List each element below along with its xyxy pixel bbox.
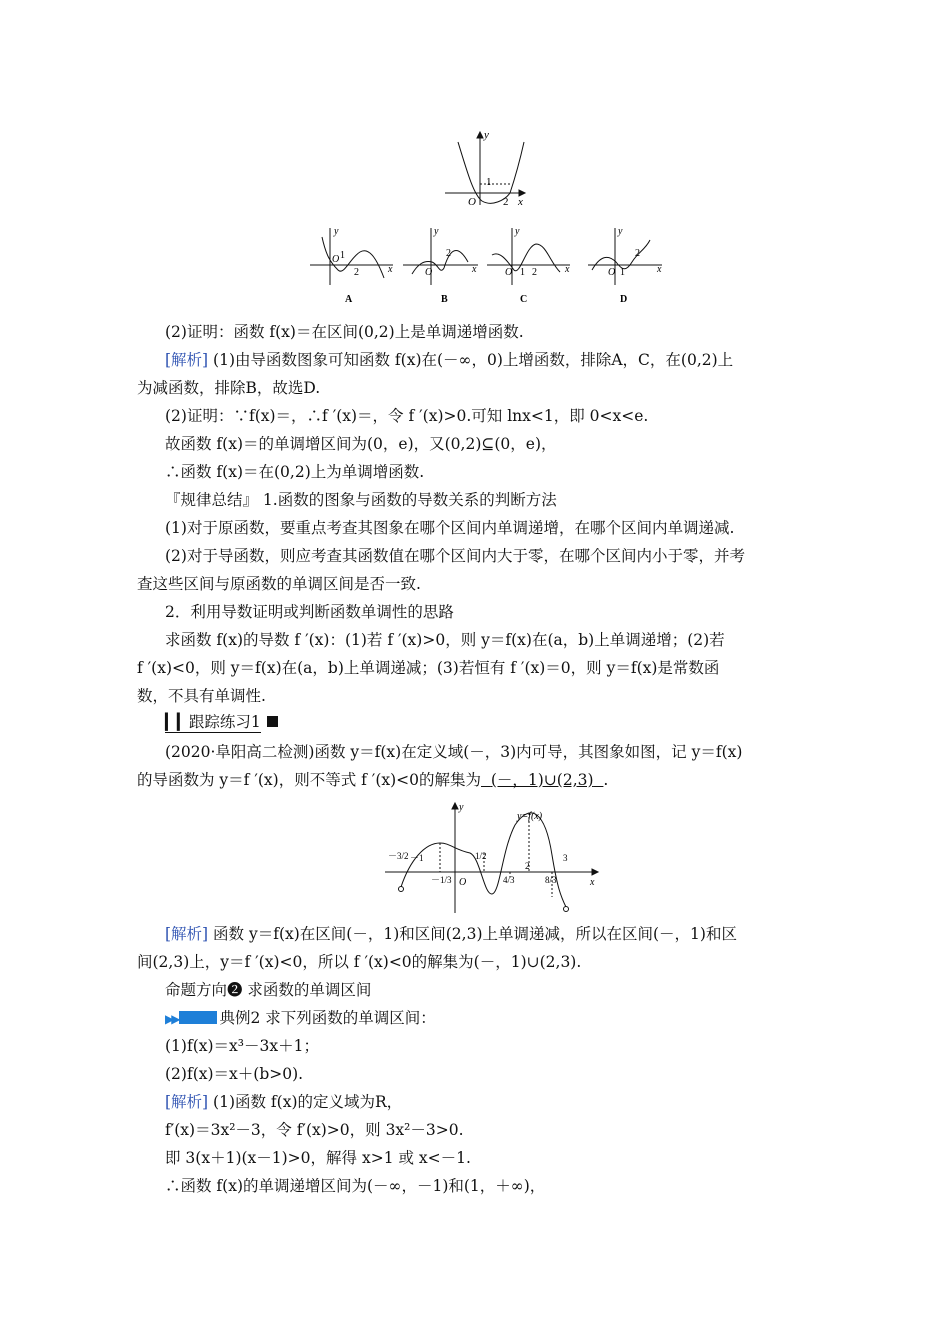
text-line-22: (1)f(x)＝x³－3x＋1；: [165, 1037, 319, 1055]
graph-y-label: y: [484, 129, 489, 141]
text-line-4: (2)证明：∵f(x)＝，∴f ′(x)＝，令 f ′(x)>0.可知 lnx<1，即 0<x<e.: [165, 407, 649, 425]
option-a-graph: [310, 228, 393, 285]
answer-blank: (－，1)∪(2,3): [490, 771, 594, 789]
curve-origin: O: [459, 877, 467, 888]
text-line-17: 的导函数为 y＝f ′(x)，则不等式 f ′(x)<0的解集为 (－，1)∪(2,3) .: [137, 771, 609, 789]
option-a-label: A: [345, 294, 353, 305]
tick-neg-three-halves: －3/2: [388, 851, 409, 861]
curve-y-axis-label: y: [459, 802, 464, 813]
text-line-13: f ′(x)<0，则 y＝f(x)在(a，b)上单调递减；(3)若恒有 f ′(x)＝0，则 y＝f(x)是常数函: [137, 659, 720, 677]
double-arrow-icon: ▶▶: [165, 1012, 178, 1026]
text-line-12: 求函数 f(x)的导数 f ′(x)：(1)若 f ′(x)>0，则 y＝f(x)在(a，b)上单调递增；(2)若: [165, 631, 725, 649]
text-line-18: [解析] 函数 y＝f(x)在区间(－，1)和区间(2,3)上单调递减，所以在区间(－，1)和区: [165, 925, 737, 943]
text-line-14: 数，不具有单调性.: [137, 687, 266, 705]
option-a-x: x: [388, 264, 393, 275]
figure-derivative-graphs: [0, 0, 950, 310]
text-line-8: (1)对于原函数，要重点考查其图象在哪个区间内单调递增，在哪个区间内单调递减.: [165, 519, 735, 537]
analysis-tag-2: [解析]: [165, 925, 209, 943]
text-line-16: (2020·阜阳高二检测)函数 y＝f(x)在定义域(－，3)内可导，其图象如图，记 y＝f(x): [165, 743, 743, 761]
text-line-19: 间(2,3)上，y＝f ′(x)<0，所以 f ′(x)<0的解集为(－，1)∪(2,3).: [137, 953, 582, 971]
option-d-label: D: [620, 294, 628, 305]
option-a-o: O: [332, 254, 340, 265]
option-b-graph: [403, 228, 478, 285]
tick-neg-one-third: －1/3: [431, 875, 452, 885]
option-b-x: x: [472, 264, 477, 275]
option-d-o: O: [608, 267, 616, 278]
text-line-26: 即 3(x＋1)(x－1)>0，解得 x>1 或 x<－1.: [165, 1149, 471, 1167]
option-d-y: y: [618, 226, 623, 237]
square-marker-icon: [267, 716, 278, 727]
rule-summary-title: 『规律总结』 1.函数的图象与函数的导数关系的判断方法: [165, 491, 557, 509]
text-line-10: 查这些区间与原函数的单调区间是否一致.: [137, 575, 421, 593]
tracking-exercise-label: ▎▎跟踪练习1: [165, 713, 261, 731]
option-d-2: 2: [635, 248, 640, 259]
tick-neg-one: －1: [410, 853, 424, 863]
curve-label: y=f(x): [517, 811, 543, 822]
option-b-o: O: [425, 267, 433, 278]
analysis-tag-1: [解析]: [165, 351, 209, 369]
option-c-label: C: [520, 294, 528, 305]
tick-three: 3: [563, 853, 568, 863]
text-line-11: 2．利用导数证明或判断函数单调性的思路: [165, 603, 454, 621]
text-line-24: [解析] (1)函数 f(x)的定义域为R，: [165, 1093, 403, 1111]
option-c-o: O: [505, 267, 513, 278]
option-b-y: y: [434, 226, 439, 237]
option-d-graph: [588, 228, 662, 285]
example-heading: ▶▶ 典例2 求下列函数的单调区间：: [165, 1009, 436, 1027]
option-c-2: 2: [532, 267, 537, 278]
figure-function-curve: [0, 795, 950, 915]
text-line-6: ∴函数 f(x)＝在(0,2)上为单调增函数.: [165, 463, 425, 481]
text-line-2: [165, 350, 845, 370]
tick-one-half: 1/2: [475, 851, 487, 861]
graph-origin: O: [468, 196, 476, 208]
option-d-1: 1: [620, 267, 625, 278]
section-heading: 命题方向❷ 求函数的单调区间: [165, 981, 372, 999]
option-c-y: y: [515, 226, 520, 237]
tick-four-thirds: 4/3: [503, 875, 515, 885]
graph-one: 1: [486, 176, 492, 188]
tracking-exercise-heading: [165, 712, 845, 733]
tick-two: 2: [525, 861, 530, 871]
graph-two: 2: [503, 196, 509, 208]
text-line-9: (2)对于导函数，则应考查其函数值在哪个区间内大于零，在哪个区间内小于零，并考: [165, 547, 745, 565]
option-d-x: x: [657, 264, 662, 275]
text-line-25: f′(x)＝3x²－3，令 f′(x)>0，则 3x²－3>0.: [165, 1121, 464, 1139]
text-line-23: (2)f(x)＝x＋(b>0).: [165, 1065, 304, 1083]
option-c-1: 1: [520, 267, 525, 278]
option-c-graph: [487, 228, 570, 285]
blue-label-bar: [179, 1011, 217, 1024]
text-line-2-body: (1)由导函数图象可知函数 f(x)在(－∞，0)上增函数，排除A，C，在(0,2)上: [208, 351, 734, 369]
main-derivative-graph: [445, 132, 525, 205]
analysis-tag-3: [解析]: [165, 1093, 209, 1111]
text-line-1: (2)证明：函数 f(x)＝在区间(0,2)上是单调递增函数.: [165, 323, 524, 341]
option-a-y: y: [334, 226, 339, 237]
text-line-27: ∴函数 f(x)的单调递增区间为(－∞，－1)和(1，＋∞)，: [165, 1177, 546, 1195]
option-c-x: x: [565, 264, 570, 275]
tick-eight-thirds: 8/3: [545, 875, 557, 885]
option-b-2: 2: [446, 248, 451, 259]
graph-x-label: x: [518, 196, 523, 208]
option-a-1: 1: [340, 250, 345, 261]
text-line-5: 故函数 f(x)＝的单调增区间为(0，e)，又(0,2)⊆(0，e)，: [165, 435, 557, 453]
curve-x-axis-label: x: [590, 877, 595, 888]
option-a-2: 2: [354, 267, 359, 278]
text-line-3: 为减函数，排除B，故选D.: [137, 379, 321, 397]
option-b-label: B: [441, 294, 448, 305]
